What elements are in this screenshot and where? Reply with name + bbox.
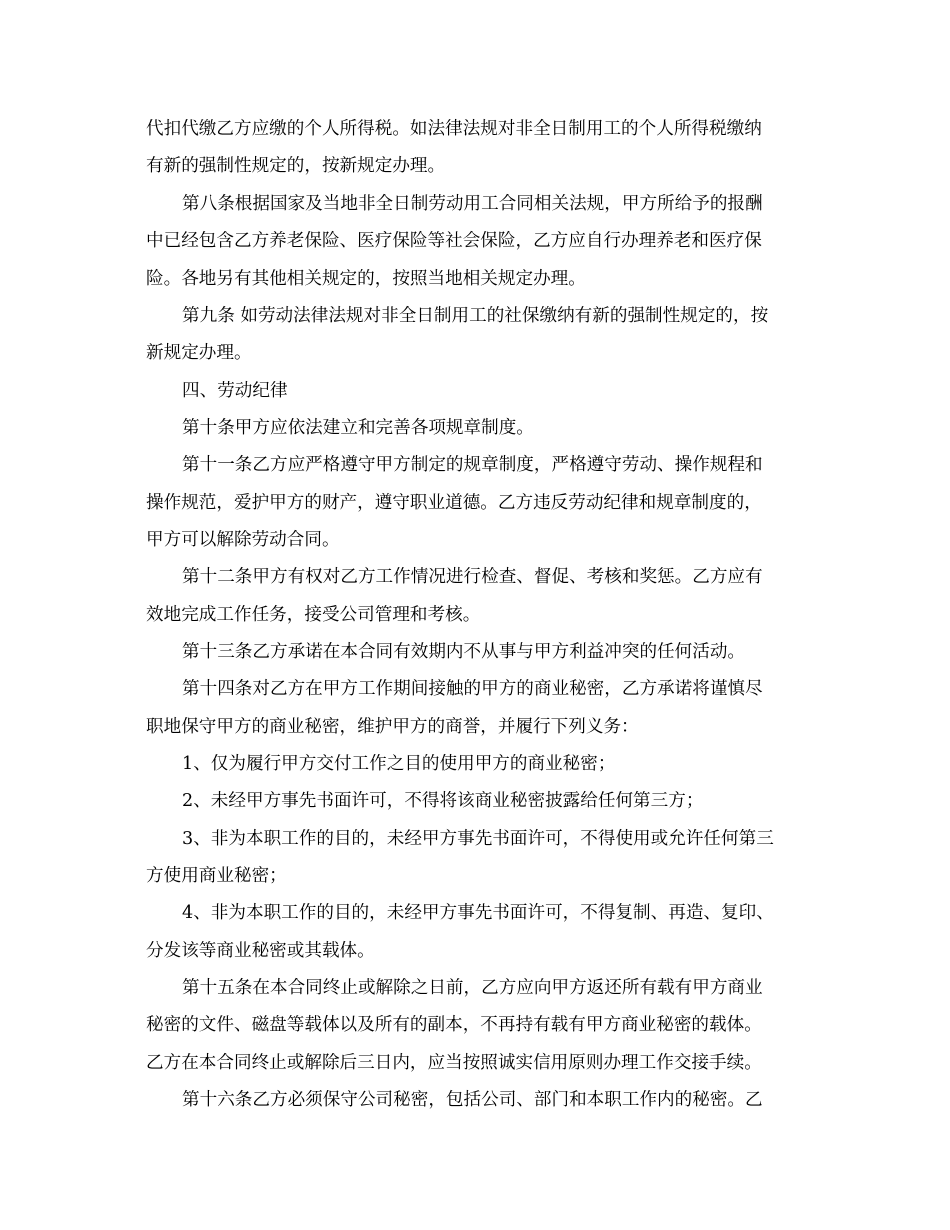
list-item: 3、非为本职工作的目的，未经甲方事先书面许可，不得使用或允许任何第三 <box>182 829 774 849</box>
text-line: 有新的强制性规定的，按新规定办理。 <box>146 156 446 176</box>
list-item: 4、非为本职工作的目的，未经甲方事先书面许可，不得复制、再造、复印、 <box>182 903 774 923</box>
text-line: 第十一条乙方应严格遵守甲方制定的规章制度，严格遵守劳动、操作规程和 <box>182 455 763 475</box>
text-line: 第十三条乙方承诺在本合同有效期内不从事与甲方利益冲突的任何活动。 <box>182 642 746 662</box>
text-line: 第十六条乙方必须保守公司秘密，包括公司、部门和本职工作内的秘密。乙 <box>182 1090 763 1110</box>
text-line: 分发该等商业秘密或其载体。 <box>146 941 375 961</box>
text-line: 职地保守甲方的商业秘密，维护甲方的商誉，并履行下列义务： <box>146 717 639 737</box>
text-line: 第八条根据国家及当地非全日制劳动用工合同相关法规，甲方所给予的报酬 <box>182 194 763 214</box>
text-line: 操作规范，爱护甲方的财产，遵守职业道德。乙方违反劳动纪律和规章制度的， <box>146 493 762 513</box>
text-line: 甲方可以解除劳动合同。 <box>146 530 340 550</box>
text-line: 秘密的文件、磁盘等载体以及所有的副本，不再持有载有甲方商业秘密的载体。 <box>146 1015 762 1035</box>
list-item: 2、未经甲方事先书面许可，不得将该商业秘密披露给任何第三方； <box>182 791 704 811</box>
text-line: 险。各地另有其他相关规定的，按照当地相关规定办理。 <box>146 269 586 289</box>
text-line: 中已经包含乙方养老保险、医疗保险等社会保险，乙方应自行办理养老和医疗保 <box>146 231 762 251</box>
text-line: 效地完成工作任务，接受公司管理和考核。 <box>146 605 481 625</box>
text-line: 乙方在本合同终止或解除后三日内，应当按照诚实信用原则办理工作交接手续。 <box>146 1053 762 1073</box>
text-line: 第十二条甲方有权对乙方工作情况进行检查、督促、考核和奖惩。乙方应有 <box>182 567 763 587</box>
list-item: 1、仅为履行甲方交付工作之目的使用甲方的商业秘密； <box>182 754 616 774</box>
text-line: 第十四条对乙方在甲方工作期间接触的甲方的商业秘密，乙方承诺将谨慎尽 <box>182 679 763 699</box>
text-line: 代扣代缴乙方应缴的个人所得税。如法律法规对非全日制用工的个人所得税缴纳 <box>146 119 762 139</box>
text-line: 第十条甲方应依法建立和完善各项规章制度。 <box>182 418 534 438</box>
text-line: 第九条 如劳动法律法规对非全日制用工的社保缴纳有新的强制性规定的，按 <box>182 306 769 326</box>
text-line: 第十五条在本合同终止或解除之日前，乙方应向甲方返还所有载有甲方商业 <box>182 978 763 998</box>
section-heading: 四、劳动纪律 <box>182 381 288 401</box>
text-line: 方使用商业秘密； <box>146 866 287 886</box>
text-line: 新规定办理。 <box>146 343 252 363</box>
